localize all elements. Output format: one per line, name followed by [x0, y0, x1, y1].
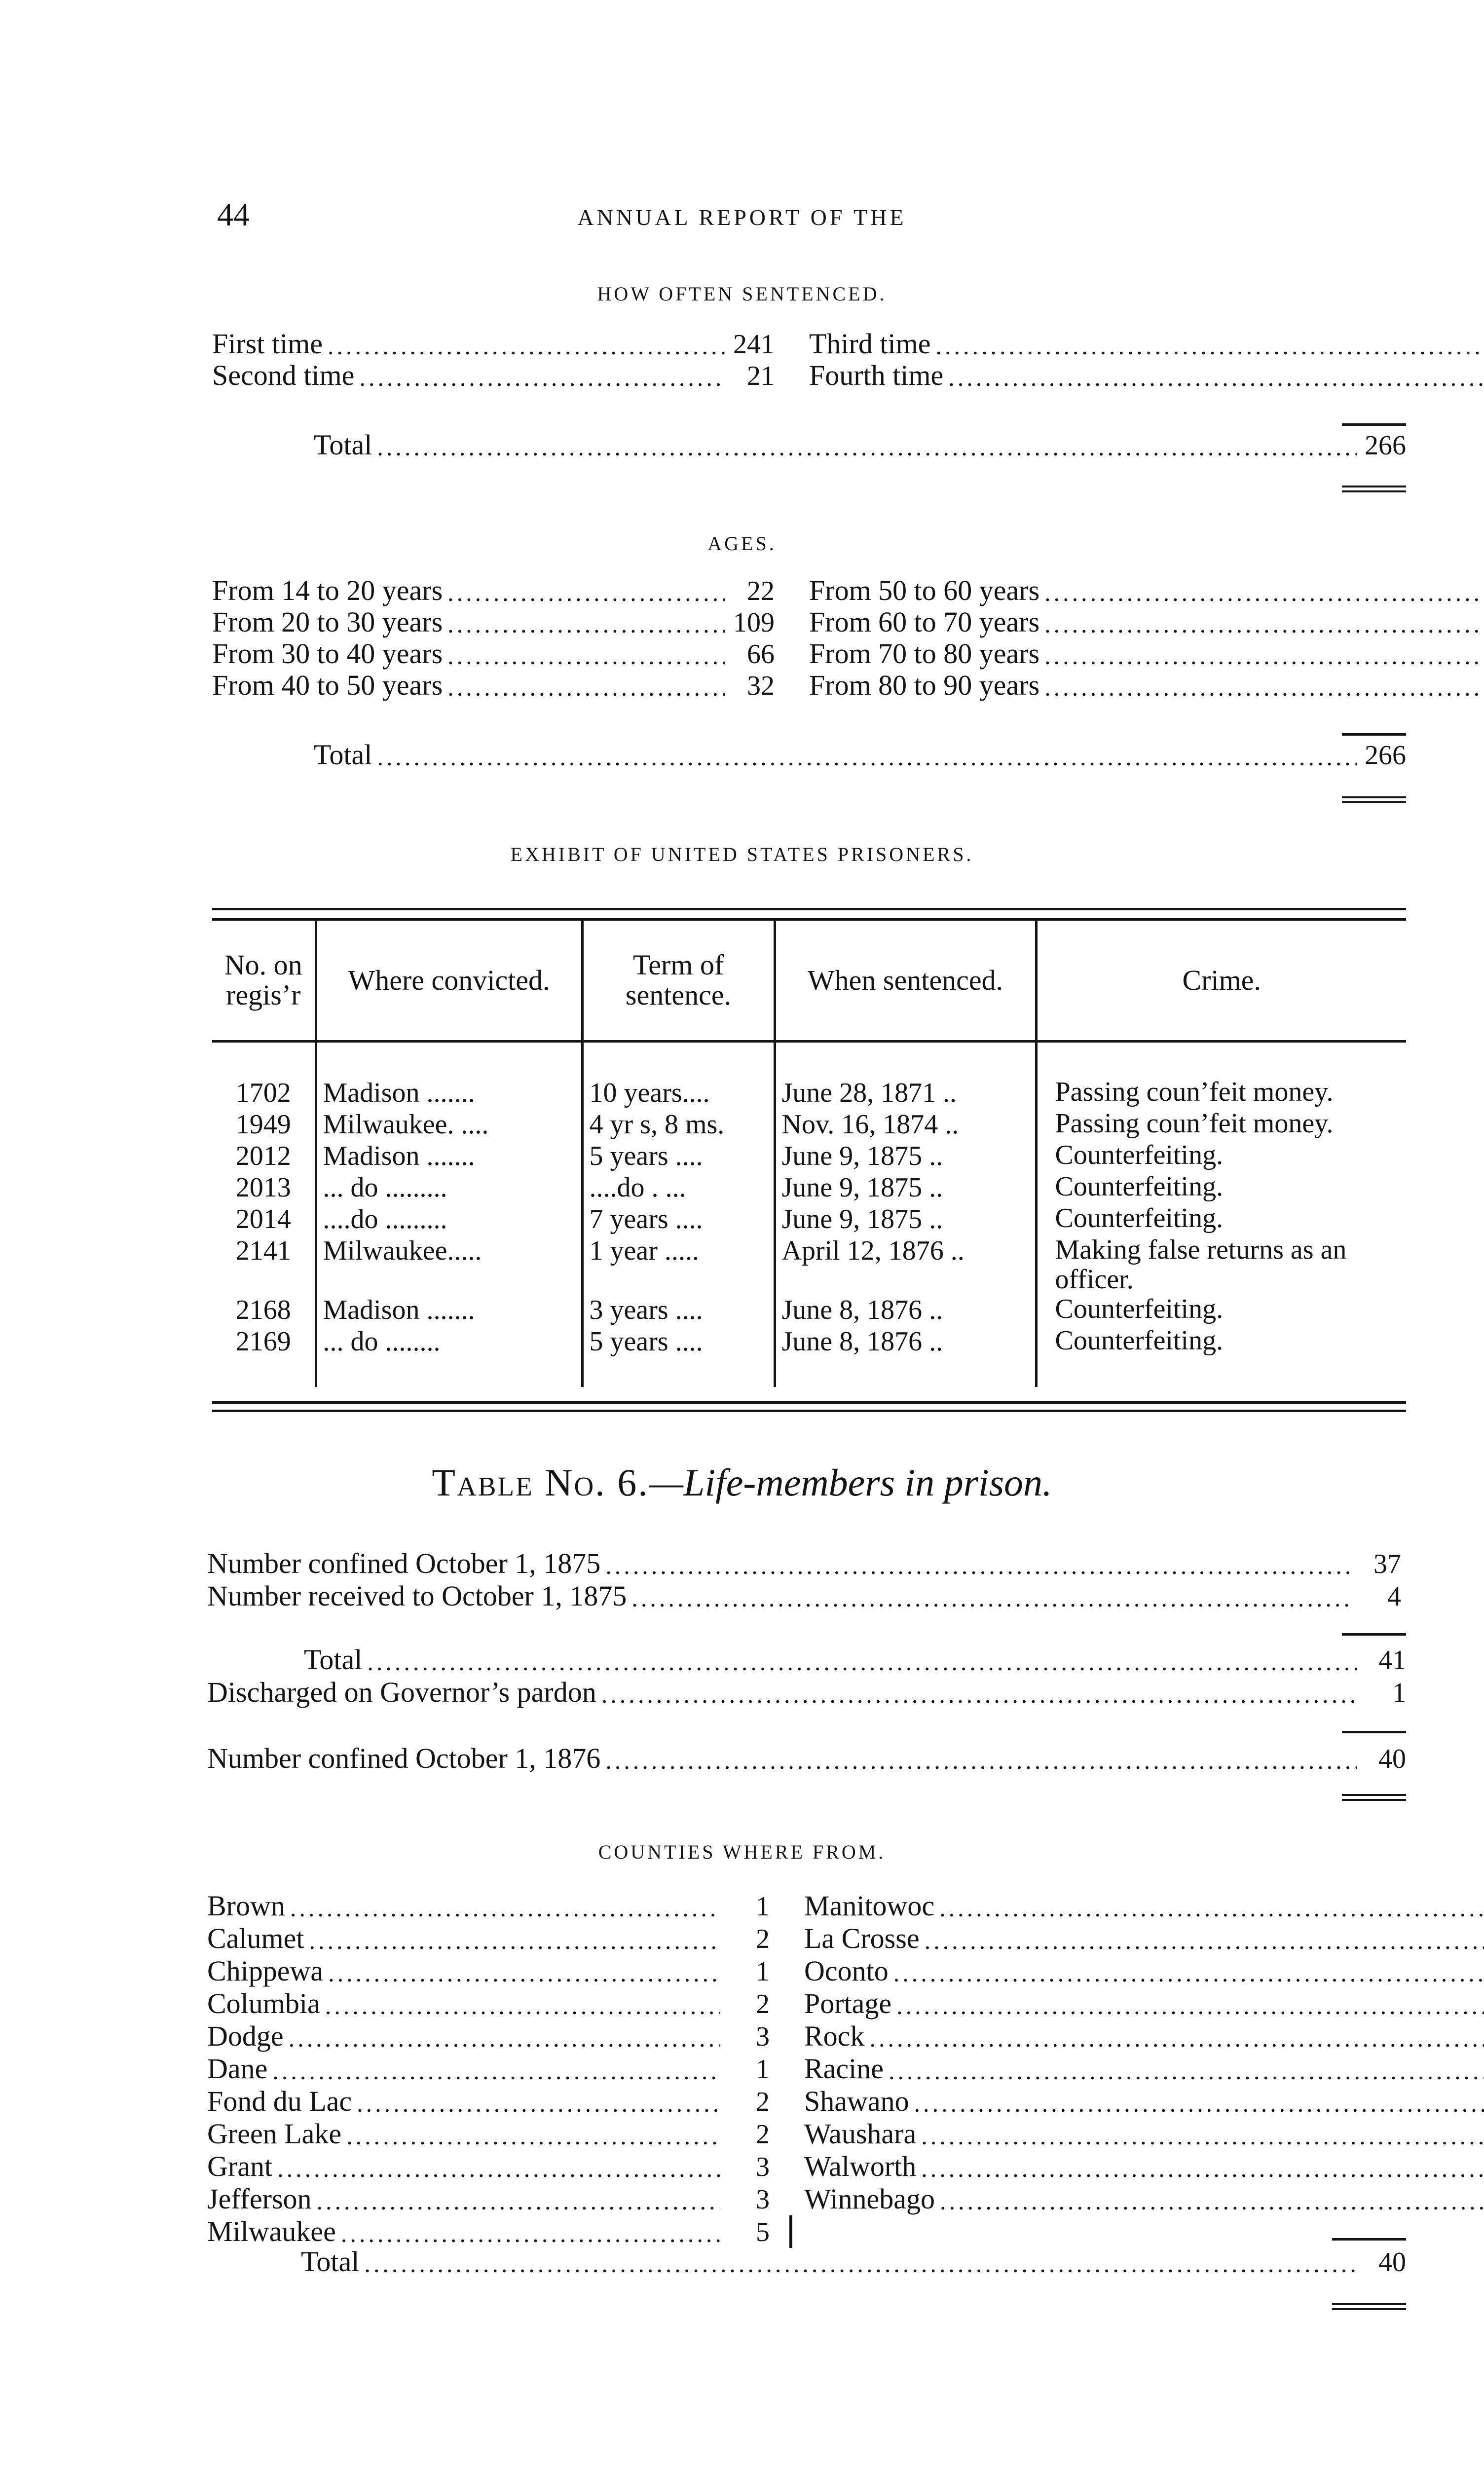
table-row: [212, 1077, 1406, 1109]
table-row: [212, 1294, 1406, 1326]
cell-where: ... do .........: [316, 1172, 582, 1203]
county-label: Chippewa: [207, 1955, 324, 1987]
counties-heading: COUNTIES WHERE FROM.: [598, 1841, 886, 1863]
col-header-crime: Crime.: [1036, 921, 1406, 1042]
how-often-label: Fourth time: [809, 359, 944, 391]
cell-crime: Passing coun’feit money.: [1036, 1109, 1406, 1140]
table-bottom-rules: [212, 1401, 1406, 1412]
total-rule: [1342, 423, 1406, 426]
total-label: Total: [304, 1644, 363, 1676]
page-number: 44: [217, 197, 250, 233]
table-row: [212, 1203, 1406, 1235]
double-rule: [1342, 486, 1406, 492]
cell-where: Madison .......: [316, 1294, 582, 1326]
col-header-when: When sentenced.: [775, 921, 1036, 1042]
table-row: [212, 1172, 1406, 1203]
cell-when: June 8, 1876 ..: [775, 1326, 1036, 1357]
double-rule: [1332, 2303, 1406, 2310]
cell-no: 2013: [235, 1172, 291, 1203]
cell-no: 2012: [235, 1141, 291, 1171]
how-often-value: 241: [733, 329, 775, 360]
how-often-total: [314, 428, 1406, 461]
counties-total: [301, 2245, 1406, 2278]
county-label: Dane: [207, 2053, 268, 2085]
ages-label: From 14 to 20 years: [212, 574, 443, 606]
county-label: Calumet: [207, 1922, 304, 1954]
cell-crime: Making false returns as an officer.: [1036, 1235, 1406, 1294]
county-label: Grant: [207, 2150, 273, 2182]
county-label: Portage: [804, 1987, 892, 2019]
ages-label: From 40 to 50 years: [212, 669, 443, 701]
life-members-row: [207, 1580, 1401, 1612]
column-divider: [789, 2215, 792, 2248]
county-label: Columbia: [207, 1987, 320, 2019]
counties-row: [207, 2215, 1406, 2248]
ages-value: 109: [733, 607, 775, 638]
ages-row: [212, 638, 1396, 670]
table-top-rules: [212, 908, 1406, 921]
county-label: Winnebago: [804, 2183, 935, 2215]
counties-row: [207, 1987, 1406, 2020]
county-label: Walworth: [804, 2150, 917, 2182]
exhibit-heading: EXHIBIT OF UNITED STATES PRISONERS.: [510, 843, 974, 865]
cell-no: 2014: [235, 1204, 291, 1234]
cell-where: ... do ........: [316, 1326, 582, 1357]
line-label: Number confined October 1, 1875: [207, 1547, 601, 1579]
cell-term: 10 years....: [582, 1077, 775, 1109]
cell-term: 7 years ....: [582, 1203, 775, 1235]
total-label: Total: [314, 739, 372, 771]
col-header-term: Term of sentence.: [582, 921, 775, 1042]
counties-row: [207, 1955, 1406, 1987]
discharged-value: 1: [1392, 1678, 1406, 1708]
county-label: Manitowoc: [804, 1890, 935, 1922]
table-row: [212, 1326, 1406, 1357]
ages-label: From 20 to 30 years: [212, 606, 443, 638]
counties-row: [207, 2020, 1406, 2053]
cell-where: Milwaukee.....: [316, 1235, 582, 1294]
county-label: Jefferson: [207, 2183, 312, 2215]
ages-value: 32: [747, 671, 775, 701]
county-label: Oconto: [804, 1955, 889, 1987]
cell-where: Madison .......: [316, 1140, 582, 1172]
cell-crime: Counterfeiting.: [1036, 1203, 1406, 1235]
table-row: [212, 1140, 1406, 1172]
cell-when: June 9, 1875 ..: [775, 1172, 1036, 1203]
ages-label: From 30 to 40 years: [212, 637, 443, 670]
county-label: Waushara: [804, 2118, 917, 2150]
life-members-row: [207, 1547, 1401, 1580]
line-value: 37: [1373, 1549, 1401, 1579]
ages-heading: AGES.: [707, 532, 777, 555]
discharged-line: [207, 1676, 1406, 1709]
line-value: 4: [1387, 1581, 1401, 1612]
counties-row: [207, 1890, 1406, 1922]
counties-table: [207, 1890, 1406, 2248]
col-header-regis: No. on regis’r: [224, 949, 302, 1011]
cell-crime: Counterfeiting.: [1036, 1140, 1406, 1172]
cell-when: Nov. 16, 1874 ..: [775, 1109, 1036, 1140]
table-6-prefix: Table No. 6.: [432, 1461, 649, 1504]
ages-total: [314, 738, 1406, 771]
county-value: 3: [756, 2021, 770, 2052]
how-often-label: Second time: [212, 359, 355, 391]
ages-label: From 50 to 60 years: [809, 574, 1040, 606]
cell-term: 5 years ....: [582, 1326, 775, 1357]
ages-row: [212, 575, 1396, 607]
county-label: Racine: [804, 2053, 884, 2085]
running-head: ANNUAL REPORT OF THE: [577, 205, 907, 230]
cell-no: 2168: [235, 1295, 291, 1325]
how-often-value: 21: [747, 361, 775, 391]
counties-row: [207, 2085, 1406, 2118]
how-often-row: [212, 360, 1396, 392]
county-label: La Crosse: [804, 1922, 920, 1954]
ages-label: From 60 to 70 years: [809, 606, 1040, 638]
cell-term: 1 year .....: [582, 1235, 775, 1294]
table-header-row: [212, 921, 1406, 1042]
total-label: Total: [314, 429, 372, 461]
total-rule: [1342, 733, 1406, 736]
total-rule: [1342, 1731, 1406, 1733]
cell-term: ....do . ...: [582, 1172, 775, 1203]
cell-crime: Counterfeiting.: [1036, 1294, 1406, 1326]
cell-crime: Counterfeiting.: [1036, 1326, 1406, 1357]
total-value: 40: [1378, 2247, 1406, 2278]
life-members-total: [304, 1643, 1406, 1676]
line-label: Number received to October 1, 1875: [207, 1580, 627, 1612]
county-value: 1: [756, 2054, 770, 2085]
how-often-heading: HOW OFTEN SENTENCED.: [597, 283, 887, 305]
table-6-title: [0, 1460, 1484, 1505]
ages-label: From 70 to 80 years: [809, 637, 1040, 670]
county-value: 2: [756, 1989, 770, 2019]
county-value: 1: [756, 1956, 770, 1987]
cell-no: 1949: [235, 1109, 291, 1140]
counties-row: [207, 2053, 1406, 2085]
total-value: 266: [1365, 740, 1406, 771]
life-members-list: [207, 1547, 1401, 1612]
cell-where: ....do .........: [316, 1203, 582, 1235]
cell-crime: Passing coun’feit money.: [1036, 1077, 1406, 1109]
confined-value: 40: [1378, 1744, 1406, 1774]
confined-label: Number confined October 1, 1876: [207, 1742, 601, 1774]
total-rule: [1342, 1633, 1406, 1636]
cell-where: Madison .......: [316, 1077, 582, 1109]
counties-row: [207, 2150, 1406, 2183]
county-value: 2: [756, 1924, 770, 1954]
county-label: Green Lake: [207, 2118, 342, 2150]
how-often-label: Third time: [809, 328, 931, 360]
cell-no: 2169: [235, 1326, 291, 1357]
cell-term: 3 years ....: [582, 1294, 775, 1326]
ages-value: 66: [747, 639, 775, 670]
county-label: Milwaukee: [207, 2215, 336, 2247]
ages-row: [212, 607, 1396, 638]
how-often-row: [212, 329, 1396, 360]
county-label: Fond du Lac: [207, 2085, 352, 2117]
county-value: 5: [756, 2217, 770, 2247]
cell-term: 5 years ....: [582, 1140, 775, 1172]
total-value: 266: [1365, 430, 1406, 461]
cell-no: 1702: [235, 1078, 291, 1108]
counties-row: [207, 2183, 1406, 2215]
cell-term: 4 yr s, 8 ms.: [582, 1109, 775, 1140]
total-value: 41: [1378, 1645, 1406, 1676]
how-often-table: [212, 329, 1396, 392]
confined-line: [207, 1742, 1406, 1775]
ages-row: [212, 670, 1396, 702]
total-label: Total: [301, 2245, 360, 2278]
county-value: 2: [756, 2119, 770, 2150]
double-rule: [1342, 1794, 1406, 1801]
cell-where: Milwaukee. ....: [316, 1109, 582, 1140]
how-often-label: First time: [212, 328, 323, 360]
table-row: [212, 1235, 1406, 1294]
county-value: 1: [756, 1891, 770, 1922]
county-label: Shawano: [804, 2085, 909, 2117]
ages-value: 22: [747, 576, 775, 606]
county-label: Brown: [207, 1890, 285, 1922]
discharged-label: Discharged on Governor’s pardon: [207, 1676, 596, 1708]
cell-no: 2141: [235, 1235, 291, 1266]
table-row: [212, 1109, 1406, 1140]
cell-when: June 9, 1875 ..: [775, 1203, 1036, 1235]
double-rule: [1342, 796, 1406, 803]
county-value: 3: [756, 2184, 770, 2215]
cell-when: April 12, 1876 ..: [775, 1235, 1036, 1294]
counties-row: [207, 1922, 1406, 1955]
exhibit-table: [212, 921, 1406, 1387]
cell-when: June 8, 1876 ..: [775, 1294, 1036, 1326]
counties-row: [207, 2118, 1406, 2150]
county-label: Rock: [804, 2020, 865, 2052]
cell-when: June 28, 1871 ..: [775, 1077, 1036, 1109]
cell-when: June 9, 1875 ..: [775, 1140, 1036, 1172]
col-header-where: Where convicted.: [316, 921, 582, 1042]
cell-crime: Counterfeiting.: [1036, 1172, 1406, 1203]
ages-table: [212, 575, 1396, 702]
county-value: 3: [756, 2152, 770, 2182]
county-label: Dodge: [207, 2020, 284, 2052]
total-rule: [1332, 2238, 1406, 2241]
table-6-subtitle: —Life-members in prison.: [649, 1461, 1052, 1504]
ages-label: From 80 to 90 years: [809, 669, 1040, 701]
county-value: 2: [756, 2087, 770, 2117]
